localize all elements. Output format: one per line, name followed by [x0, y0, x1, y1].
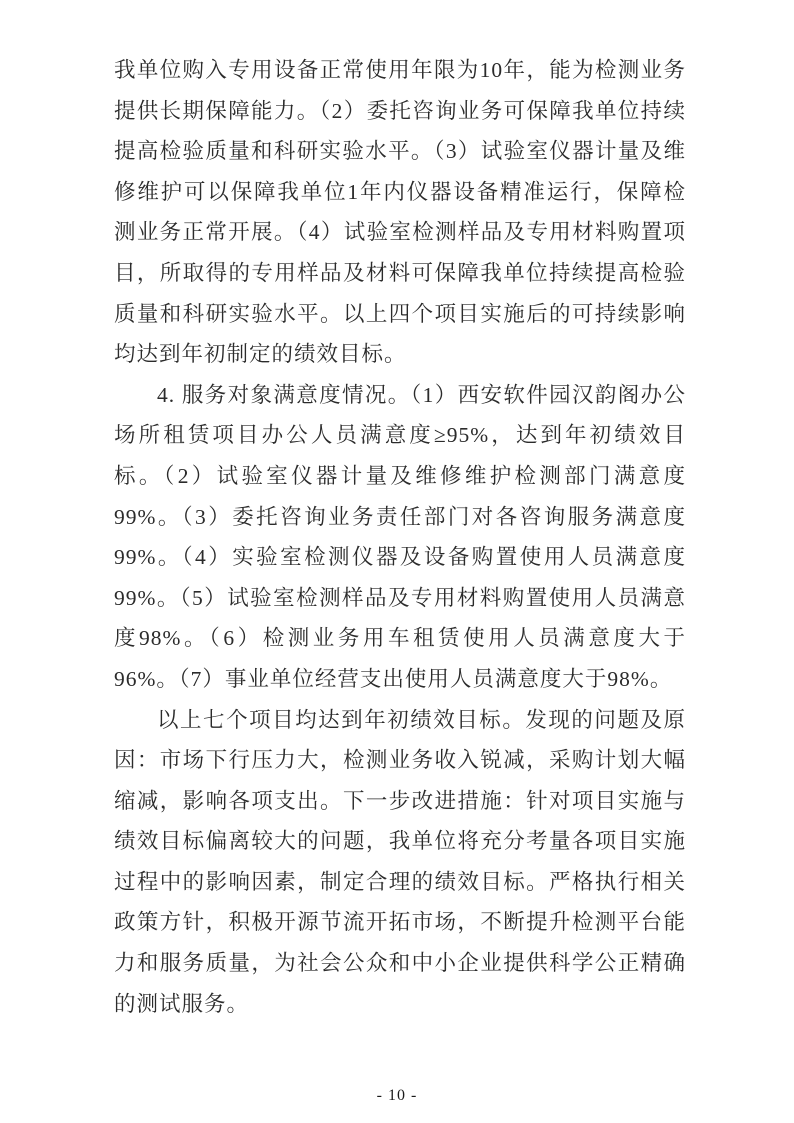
- page-number: - 10 -: [376, 1087, 418, 1104]
- paragraph-satisfaction: 4. 服务对象满意度情况。（1）西安软件园汉韵阁办公场所租赁项目办公人员满意度≥95%，达到年初绩效目标。（2）试验室仪器计量及维修维护检测部门满意度99%。（3）委托咨询业务责任部门对各咨询服务满意度99%。（4）实验室检测仪器及设备购置使用人员满意度99%。（5）试验室检测样品及专用材料购置使用人员满意度98%。（6）检测业务用车租赁使用人员满意度大于96%。（7）事业单位经营支出使用人员满意度大于98%。: [114, 382, 686, 691]
- paragraph-summary: 以上七个项目均达到年初绩效目标。发现的问题及原因：市场下行压力大，检测业务收入锐减，采购计划大幅缩减，影响各项支出。下一步改进措施：针对项目实施与绩效目标偏离较大的问题，我单位将充分考量各项目实施过程中的影响因素，制定合理的绩效目标。严格执行相关政策方针，积极开源节流开拓市场，不断提升检测平台能力和服务质量，为社会公众和中小企业提供科学公正精确的测试服务。: [114, 707, 686, 1016]
- paragraph-continuation: 我单位购入专用设备正常使用年限为10年，能为检测业务提供长期保障能力。（2）委托咨询业务可保障我单位持续提高检验质量和科研实验水平。（3）试验室仪器计量及维修维护可以保障我单位1年内仪器设备精准运行，保障检测业务正常开展。（4）试验室检测样品及专用材料购置项目，所取得的专用样品及材料可保障我单位持续提高检验质量和科研实验水平。以上四个项目实施后的可持续影响均达到年初制定的绩效目标。: [114, 58, 686, 367]
- document-body: [114, 50, 686, 1024]
